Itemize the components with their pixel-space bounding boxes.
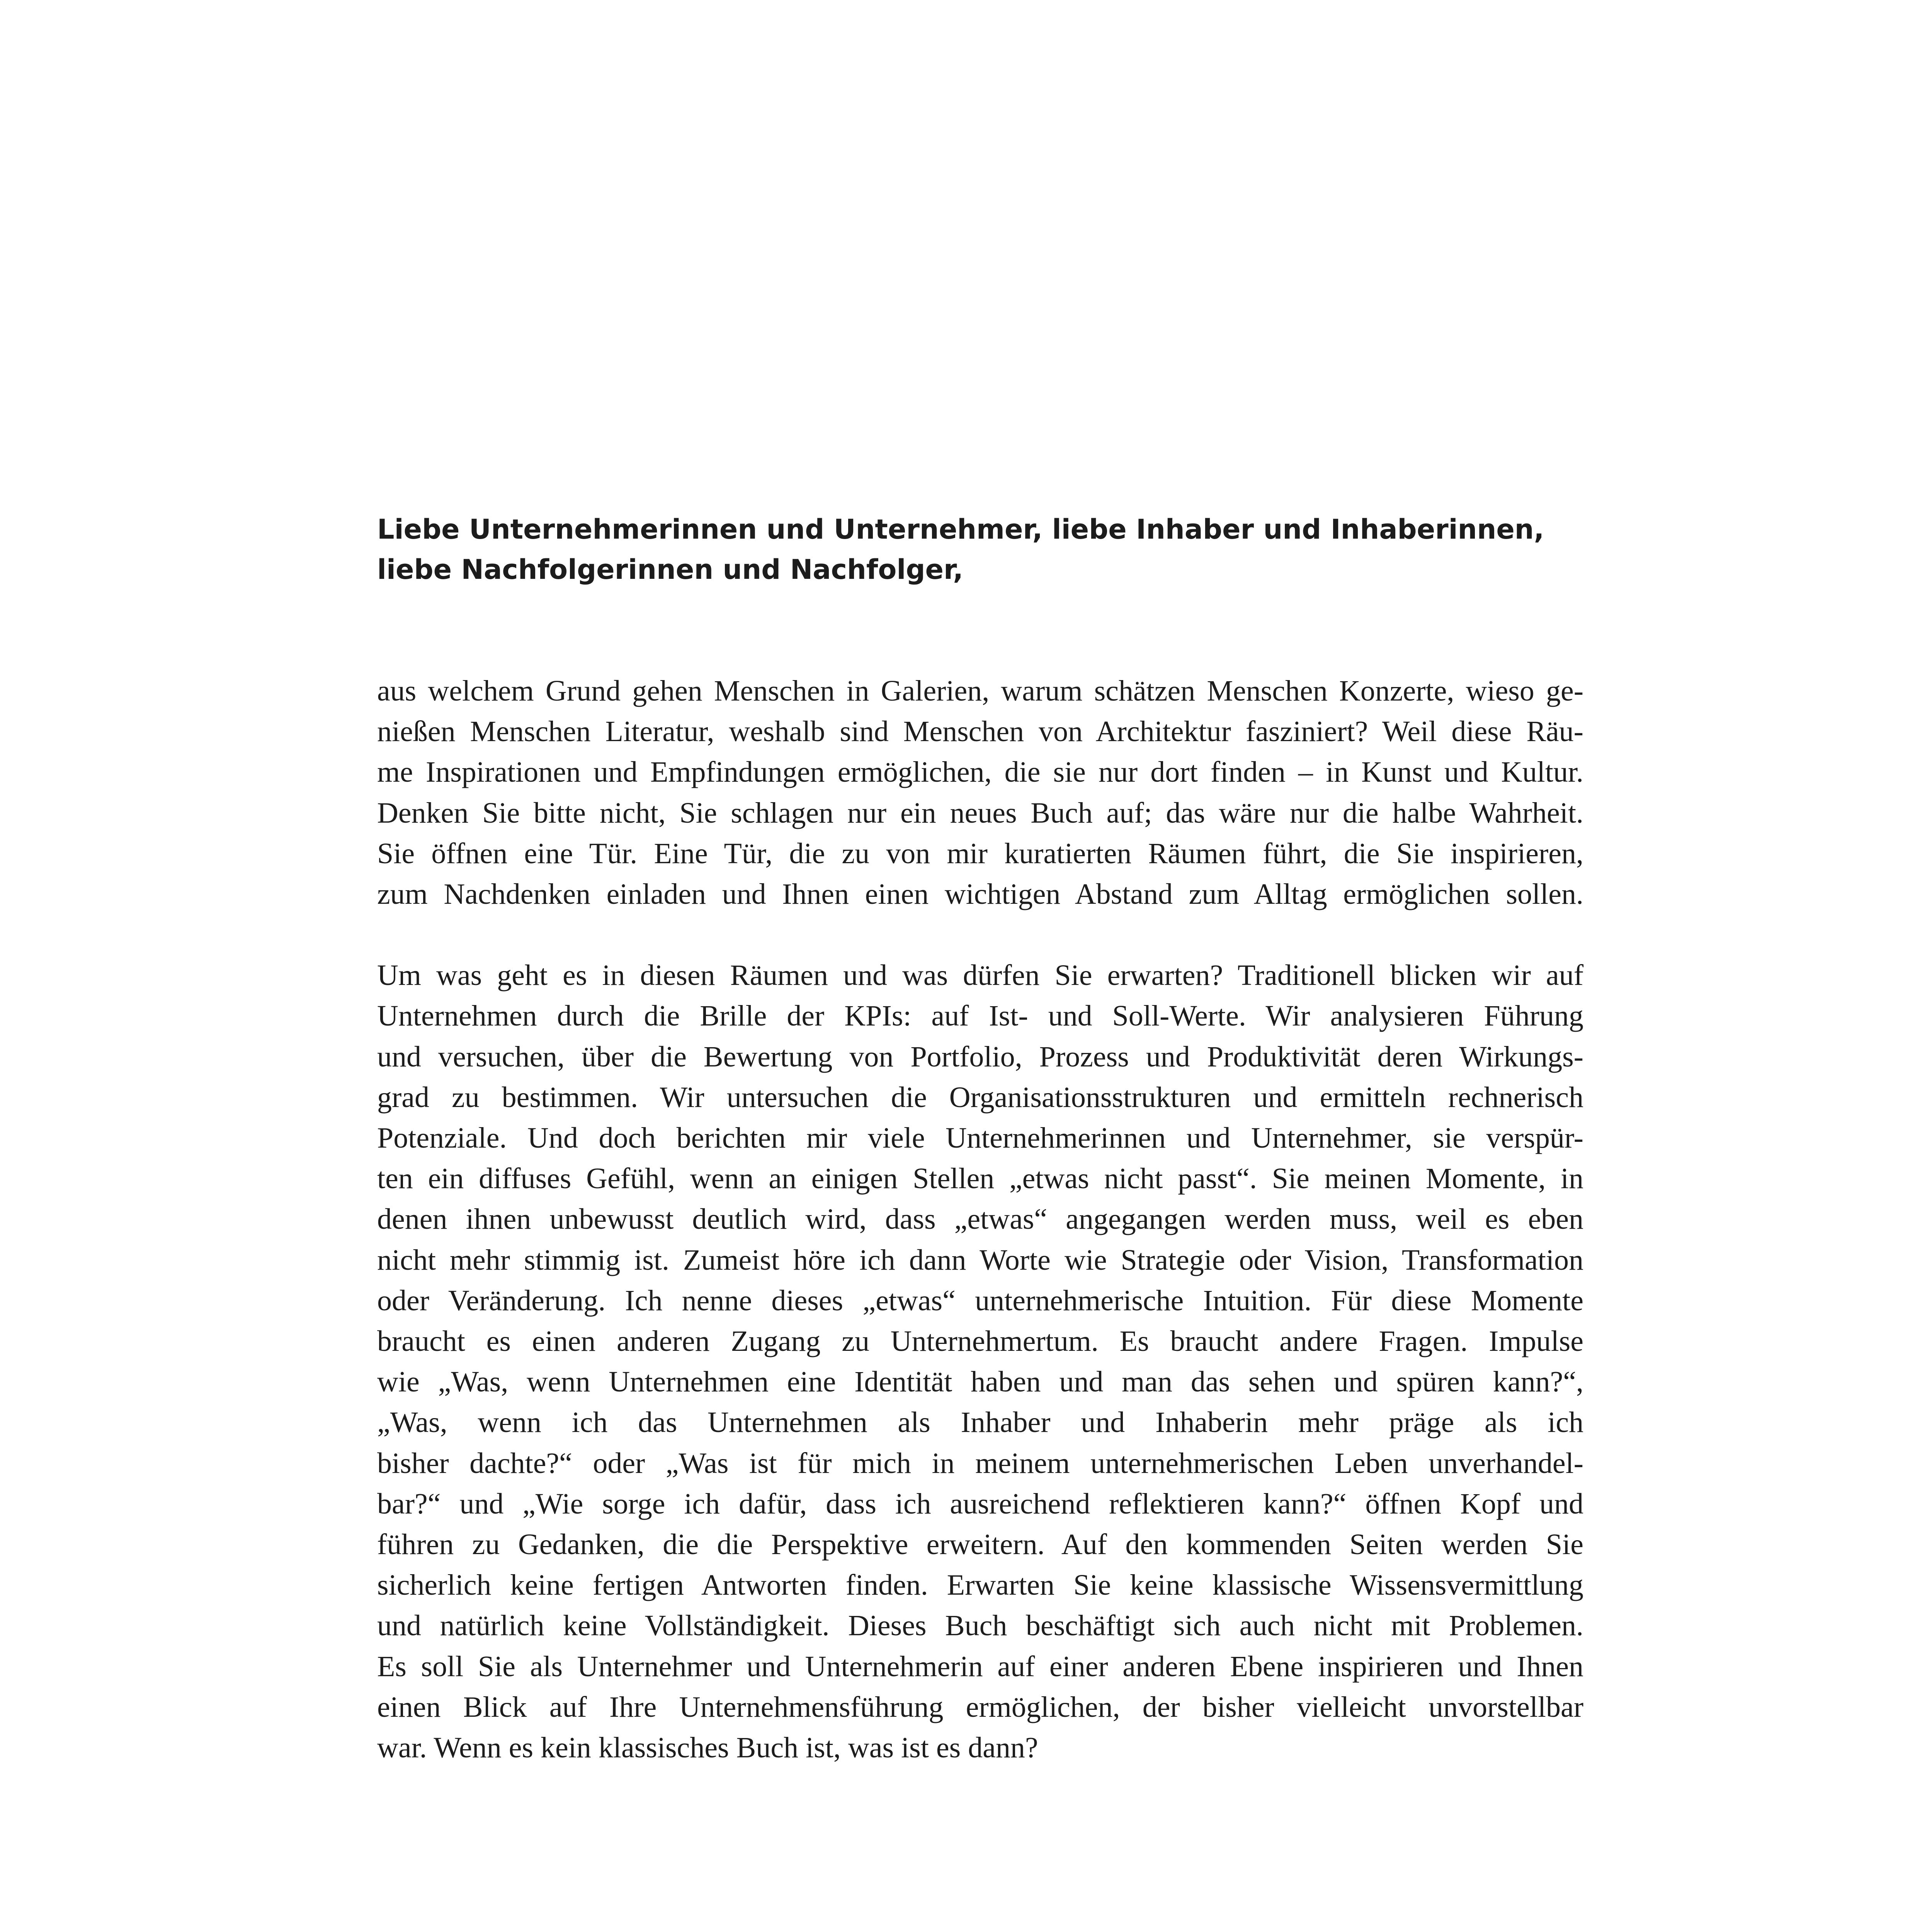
paragraph-main bbox=[377, 955, 1583, 1768]
paragraph-line: und versuchen, über die Bewertung von Portfolio, Prozess und Produktivität deren Wirkungs- bbox=[377, 1040, 1583, 1073]
paragraph-line: Sie öffnen eine Tür. Eine Tür, die zu von mir kuratierten Räumen führt, die Sie inspirieren, bbox=[377, 837, 1583, 870]
paragraph-line: Um was geht es in diesen Räumen und was dürfen Sie erwarten? Traditionell blicken wir auf bbox=[377, 959, 1583, 992]
paragraph-line: nicht mehr stimmig ist. Zumeist höre ich dann Worte wie Strategie oder Vision, Transformation bbox=[377, 1243, 1583, 1276]
paragraph-line: oder Veränderung. Ich nenne dieses „etwas“ unternehmerische Intuition. Für diese Momente bbox=[377, 1284, 1583, 1317]
paragraph-line: sicherlich keine fertigen Antworten finden. Erwarten Sie keine klassische Wissensvermittlung bbox=[377, 1569, 1583, 1602]
paragraph-line: Es soll Sie als Unternehmer und Unternehmerin auf einer anderen Ebene inspirieren und Ihnen bbox=[377, 1650, 1583, 1683]
paragraph-line: war. Wenn es kein klassisches Buch ist, was ist es dann? bbox=[377, 1731, 1038, 1764]
paragraph-line: Denken Sie bitte nicht, Sie schlagen nur ein neues Buch auf; das wäre nur die halbe Wahrheit. bbox=[377, 796, 1583, 829]
salutation-line: liebe Nachfolgerinnen und Nachfolger, bbox=[377, 554, 963, 585]
paragraph-line: bar?“ und „Wie sorge ich dafür, dass ich ausreichend reflektieren kann?“ öffnen Kopf und bbox=[377, 1487, 1583, 1520]
paragraph-line: „Was, wenn ich das Unternehmen als Inhaber und Inhaberin mehr präge als ich bbox=[377, 1406, 1583, 1439]
text-block bbox=[377, 509, 1583, 1768]
paragraph-line: aus welchem Grund gehen Menschen in Galerien, warum schätzen Menschen Konzerte, wieso ge- bbox=[377, 675, 1583, 707]
paragraph-line: bisher dachte?“ oder „Was ist für mich in meinem unternehmerischen Leben unverhandel- bbox=[377, 1447, 1583, 1480]
paragraph-line: nießen Menschen Literatur, weshalb sind Menschen von Architektur fasziniert? Weil diese Räu- bbox=[377, 715, 1583, 748]
paragraph-line: führen zu Gedanken, die die Perspektive erweitern. Auf den kommenden Seiten werden Sie bbox=[377, 1528, 1583, 1561]
paragraph-line: grad zu bestimmen. Wir untersuchen die Organisationsstrukturen und ermitteln rechnerisch bbox=[377, 1081, 1583, 1114]
paragraph-line: braucht es einen anderen Zugang zu Unternehmertum. Es braucht andere Fragen. Impulse bbox=[377, 1325, 1583, 1358]
paragraph-intro bbox=[377, 671, 1583, 915]
paragraph-line: zum Nachdenken einladen und Ihnen einen wichtigen Abstand zum Alltag ermöglichen sollen. bbox=[377, 878, 1583, 911]
paragraph-line: Potenziale. Und doch berichten mir viele Unternehmerinnen und Unternehmer, sie verspür- bbox=[377, 1122, 1583, 1155]
paragraph-line: ten ein diffuses Gefühl, wenn an einigen Stellen „etwas nicht passt“. Sie meinen Momente, in bbox=[377, 1162, 1583, 1195]
paragraph-line: denen ihnen unbewusst deutlich wird, dass „etwas“ angegangen werden muss, weil es eben bbox=[377, 1203, 1583, 1236]
salutation-heading bbox=[377, 509, 1583, 590]
paragraph-line: und natürlich keine Vollständigkeit. Dieses Buch beschäftigt sich auch nicht mit Problemen. bbox=[377, 1609, 1583, 1642]
paragraph-line: wie „Was, wenn Unternehmen eine Identität haben und man das sehen und spüren kann?“, bbox=[377, 1366, 1583, 1398]
paragraph-line: me Inspirationen und Empfindungen ermöglichen, die sie nur dort finden – in Kunst und Kultur. bbox=[377, 756, 1583, 789]
paragraph-line: einen Blick auf Ihre Unternehmensführung ermöglichen, der bisher vielleicht unvorstellbar bbox=[377, 1690, 1583, 1723]
paragraph-line: Unternehmen durch die Brille der KPIs: auf Ist- und Soll-Werte. Wir analysieren Führung bbox=[377, 1000, 1583, 1032]
salutation-line: Liebe Unternehmerinnen und Unternehmer, liebe Inhaber und Inhaberinnen, bbox=[377, 514, 1544, 545]
